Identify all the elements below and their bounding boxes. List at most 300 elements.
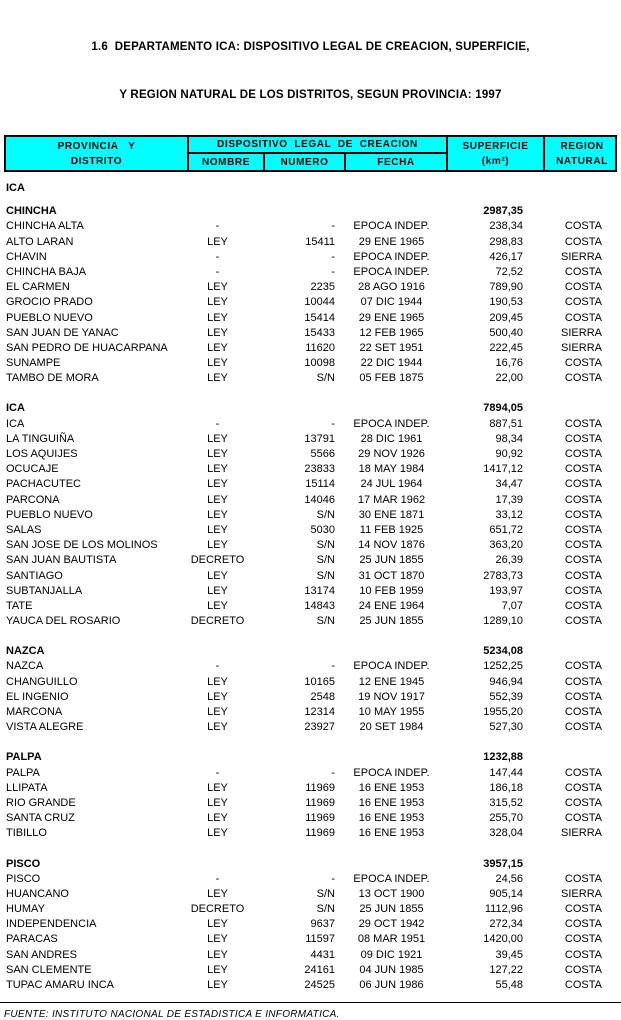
empty-cell — [263, 750, 344, 765]
column-header-region-natural — [543, 137, 619, 170]
region-natural-value: COSTA — [564, 872, 602, 885]
dispositivo-numero: 13791 — [304, 432, 335, 445]
empty-cell — [263, 204, 344, 219]
dispositivo-numero: 11969 — [305, 812, 335, 825]
dispositivo-fecha: 20 SET 1984 — [359, 721, 424, 734]
table-row — [4, 675, 617, 690]
table-row — [4, 659, 617, 674]
dispositivo-numero: 24161 — [304, 963, 335, 976]
header-superficie-unit: (km²) — [481, 155, 510, 167]
superficie-value: 17,39 — [495, 493, 523, 506]
superficie-value: 1420,00 — [483, 933, 523, 946]
dispositivo-numero: 10165 — [304, 675, 335, 688]
dispositivo-fecha: 30 ENE 1871 — [358, 508, 425, 521]
dispositivo-nombre: - — [215, 220, 220, 233]
dispositivo-nombre: LEY — [207, 979, 228, 991]
superficie-value: 22,00 — [495, 372, 523, 385]
dispositivo-numero: 11969 — [305, 781, 335, 794]
dispositivo-nombre: DECRETO — [190, 615, 245, 628]
dispositivo-nombre: LEY — [207, 918, 228, 931]
district-name: EL INGENIO — [6, 690, 69, 703]
dispositivo-nombre: LEY — [207, 796, 228, 809]
dispositivo-nombre: - — [215, 265, 220, 278]
table-header — [4, 135, 617, 172]
dispositivo-fecha: 10 FEB 1959 — [359, 584, 424, 597]
dispositivo-fecha: 12 FEB 1965 — [359, 326, 424, 339]
superficie-value: 90,92 — [495, 448, 523, 460]
district-name: NAZCA — [6, 660, 44, 673]
dispositivo-fecha: 29 NOV 1926 — [358, 448, 425, 460]
dispositivo-fecha: EPOCA INDEP. — [353, 872, 430, 885]
dispositivo-numero: 11597 — [305, 933, 335, 946]
dispositivo-nombre: LEY — [207, 235, 228, 248]
district-name: CHINCHA BAJA — [6, 265, 87, 278]
superficie-value: 789,90 — [489, 281, 523, 294]
superficie-value: 1417,12 — [483, 463, 523, 476]
dispositivo-nombre: - — [215, 250, 220, 263]
table-row — [4, 826, 617, 841]
district-name: LOS AQUIJES — [6, 448, 78, 460]
superficie-value: 527,30 — [489, 721, 523, 734]
dispositivo-fecha: EPOCA INDEP. — [353, 766, 430, 779]
dispositivo-nombre: LEY — [207, 887, 228, 900]
region-natural-value: COSTA — [564, 281, 602, 294]
dispositivo-fecha: 05 FEB 1875 — [359, 372, 424, 385]
province-name: PALPA — [6, 751, 42, 764]
empty-cell — [187, 401, 263, 416]
dispositivo-fecha: EPOCA INDEP. — [353, 250, 430, 263]
dispositivo-fecha: 12 ENE 1945 — [358, 675, 425, 688]
district-name: PUEBLO NUEVO — [6, 311, 93, 324]
dispositivo-nombre: LEY — [207, 463, 228, 476]
region-natural-value: COSTA — [564, 493, 602, 506]
dispositivo-nombre: - — [215, 660, 220, 673]
table-row — [4, 705, 617, 720]
province-row — [4, 204, 617, 219]
dispositivo-numero: S/N — [316, 372, 335, 385]
dispositivo-numero: 15411 — [305, 235, 335, 248]
table-row — [4, 432, 617, 447]
superficie-value: 426,17 — [489, 250, 523, 263]
province-superficie: 3957,15 — [483, 857, 523, 870]
dispositivo-fecha: 25 JUN 1855 — [359, 554, 424, 567]
table-row — [4, 493, 617, 508]
dispositivo-nombre: LEY — [207, 706, 228, 718]
dispositivo-nombre: LEY — [207, 493, 228, 506]
dispositivo-fecha: 06 JUN 1986 — [359, 979, 424, 991]
region-natural-value: COSTA — [564, 554, 602, 567]
table-row — [4, 978, 617, 993]
empty-cell — [187, 644, 263, 659]
region-natural-value: COSTA — [564, 615, 602, 628]
province-superficie: 5234,08 — [483, 645, 523, 658]
dispositivo-numero: 23833 — [304, 463, 335, 476]
dispositivo-fecha: EPOCA INDEP. — [353, 660, 430, 673]
dispositivo-fecha: 22 DIC 1944 — [360, 357, 423, 370]
dispositivo-fecha: 14 NOV 1876 — [358, 539, 425, 552]
superficie-value: 33,12 — [495, 508, 523, 521]
dispositivo-fecha: 16 ENE 1953 — [358, 781, 425, 794]
dispositivo-fecha: 28 AGO 1916 — [358, 281, 425, 294]
empty-cell — [541, 181, 617, 196]
superficie-value: 72,52 — [495, 265, 523, 278]
dispositivo-numero: 10098 — [304, 357, 335, 370]
district-name: ALTO LARAN — [6, 235, 74, 248]
province-name: ICA — [6, 402, 25, 415]
table-row — [4, 599, 617, 614]
district-name: TAMBO DE MORA — [6, 372, 99, 385]
province-row — [4, 401, 617, 416]
district-name: TATE — [6, 599, 33, 612]
dispositivo-numero: - — [331, 417, 335, 430]
table-row — [4, 219, 617, 234]
dispositivo-nombre: LEY — [207, 523, 228, 536]
table-row — [4, 766, 617, 781]
empty-cell — [344, 857, 444, 872]
district-name: CHANGUILLO — [6, 675, 78, 688]
dispositivo-numero: - — [331, 265, 335, 278]
empty-cell — [541, 750, 617, 765]
superficie-value: 1252,25 — [483, 660, 523, 673]
district-name: HUANCANO — [6, 887, 69, 900]
province-row — [4, 644, 617, 659]
dispositivo-numero: S/N — [316, 615, 335, 628]
empty-cell — [541, 204, 617, 219]
page-title-line2: Y REGION NATURAL DE LOS DISTRITOS, SEGUN PROVINCIA: 1997 — [119, 89, 502, 101]
province-name: CHINCHA — [6, 205, 57, 218]
dispositivo-nombre: LEY — [207, 721, 228, 734]
empty-cell — [344, 644, 444, 659]
superficie-value: 500,40 — [489, 326, 523, 339]
empty-cell — [344, 181, 444, 196]
region-natural-value: COSTA — [564, 584, 602, 597]
district-name: LA TINGUIÑA — [6, 432, 75, 445]
table-row — [4, 523, 617, 538]
dispositivo-numero: S/N — [316, 903, 335, 916]
dispositivo-nombre: LEY — [207, 675, 228, 688]
table-row — [4, 326, 617, 341]
district-name: SAN ANDRES — [6, 948, 77, 961]
district-name: PARCONA — [6, 493, 60, 506]
dispositivo-nombre: LEY — [207, 357, 228, 370]
dispositivo-numero: 5030 — [310, 523, 335, 536]
page-title — [0, 7, 621, 119]
region-natural-value: COSTA — [564, 599, 602, 612]
region-natural-value: COSTA — [564, 690, 602, 703]
dispositivo-numero: - — [331, 766, 335, 779]
table-row — [4, 690, 617, 705]
dispositivo-nombre: LEY — [207, 508, 228, 521]
dispositivo-nombre: LEY — [207, 812, 228, 825]
district-name: SAN JUAN DE YANAC — [6, 326, 119, 339]
column-header-numero: NUMERO — [265, 154, 346, 170]
superficie-value: 887,51 — [489, 417, 523, 430]
district-name: SAN CLEMENTE — [6, 963, 92, 976]
province-superficie: 7894,05 — [483, 402, 523, 415]
superficie-value: 24,56 — [495, 872, 523, 885]
table-row — [4, 948, 617, 963]
table-row — [4, 553, 617, 568]
superficie-value: 127,22 — [489, 963, 523, 976]
dispositivo-fecha: 10 MAY 1955 — [358, 706, 425, 718]
header-provincia-line2: DISTRITO — [70, 155, 123, 167]
table-row — [4, 781, 617, 796]
column-header-nombre: NOMBRE — [189, 154, 265, 170]
region-natural-value: COSTA — [564, 220, 602, 233]
region-natural-value: COSTA — [564, 933, 602, 946]
header-superficie-line1: SUPERFICIE — [462, 140, 529, 152]
dispositivo-fecha: 13 OCT 1900 — [358, 887, 425, 900]
table-row — [4, 796, 617, 811]
empty-cell — [263, 857, 344, 872]
district-name: ICA — [6, 417, 25, 430]
region-natural-value: COSTA — [564, 523, 602, 536]
dispositivo-nombre: LEY — [207, 448, 228, 460]
superficie-value: 651,72 — [489, 523, 523, 536]
province-row — [4, 750, 617, 765]
table-row — [4, 356, 617, 371]
dispositivo-numero: 14046 — [304, 493, 335, 506]
dispositivo-fecha: 29 ENE 1965 — [358, 311, 425, 324]
region-natural-value: SIERRA — [561, 887, 602, 900]
superficie-value: 1289,10 — [483, 615, 523, 628]
footer-divider — [0, 1002, 621, 1003]
dispositivo-nombre: - — [215, 766, 220, 779]
superficie-value: 238,34 — [489, 220, 523, 233]
column-header-superficie — [446, 137, 543, 170]
table-row — [4, 477, 617, 492]
dispositivo-numero: - — [331, 660, 335, 673]
region-natural-value: COSTA — [564, 766, 602, 779]
superficie-value: 98,34 — [495, 432, 523, 445]
empty-cell — [344, 204, 444, 219]
table-row — [4, 341, 617, 356]
superficie-value: 552,39 — [489, 690, 523, 703]
table-row — [4, 538, 617, 553]
province-group — [4, 644, 617, 735]
province-group — [4, 857, 617, 994]
empty-cell — [444, 181, 541, 196]
region-natural-value: COSTA — [564, 903, 602, 916]
dispositivo-numero: - — [331, 872, 335, 885]
table-row — [4, 295, 617, 310]
dispositivo-numero: 2235 — [310, 281, 335, 294]
dispositivo-nombre: LEY — [207, 539, 228, 552]
dispositivo-numero: 10044 — [304, 296, 335, 309]
district-name: YAUCA DEL ROSARIO — [6, 615, 121, 628]
region-natural-value: COSTA — [564, 235, 602, 248]
table-row — [4, 371, 617, 386]
empty-cell — [187, 181, 263, 196]
empty-cell — [187, 204, 263, 219]
dispositivo-fecha: 16 ENE 1953 — [358, 796, 425, 809]
region-natural-value: COSTA — [564, 979, 602, 991]
region-natural-value: COSTA — [564, 311, 602, 324]
table-row — [4, 811, 617, 826]
region-natural-value: COSTA — [564, 660, 602, 673]
province-group — [4, 401, 617, 629]
region-natural-value: COSTA — [564, 372, 602, 385]
district-name: SAN JUAN BAUTISTA — [6, 554, 117, 567]
dispositivo-nombre: LEY — [207, 584, 228, 597]
dispositivo-fecha: 24 ENE 1964 — [358, 599, 425, 612]
dispositivo-fecha: EPOCA INDEP. — [353, 265, 430, 278]
dispositivo-fecha: 07 DIC 1944 — [360, 296, 423, 309]
dispositivo-nombre: LEY — [207, 827, 228, 840]
dispositivo-numero: 24525 — [304, 979, 335, 991]
table-row — [4, 569, 617, 584]
dispositivo-numero: 11969 — [305, 796, 335, 809]
dispositivo-nombre: LEY — [207, 781, 228, 794]
dispositivo-fecha: 25 JUN 1855 — [359, 615, 424, 628]
district-name: MARCONA — [6, 706, 63, 718]
dispositivo-numero: 13174 — [304, 584, 335, 597]
source-note: FUENTE: INSTITUTO NACIONAL DE ESTADISTICA E INFORMATICA. — [4, 1009, 340, 1020]
region-natural-value: COSTA — [564, 448, 602, 460]
dispositivo-numero: S/N — [316, 539, 335, 552]
district-name: OCUCAJE — [6, 463, 59, 476]
superficie-value: 363,20 — [489, 539, 523, 552]
dispositivo-numero: S/N — [316, 569, 335, 582]
province-group — [4, 750, 617, 841]
empty-cell — [263, 644, 344, 659]
dispositivo-numero: 15433 — [304, 326, 335, 339]
region-natural-value: SIERRA — [561, 827, 602, 840]
superficie-value: 16,76 — [495, 357, 523, 370]
table-row — [4, 235, 617, 250]
dispositivo-fecha: 09 DIC 1921 — [360, 948, 423, 961]
dispositivo-nombre: DECRETO — [190, 554, 245, 567]
dispositivo-numero: 23927 — [304, 721, 335, 734]
superficie-value: 2783,73 — [483, 569, 523, 582]
dispositivo-fecha: 22 SET 1951 — [359, 341, 424, 354]
region-natural-value: COSTA — [564, 812, 602, 825]
district-name: PUEBLO NUEVO — [6, 508, 93, 521]
dispositivo-fecha: 11 FEB 1925 — [359, 523, 424, 536]
dispositivo-nombre: LEY — [207, 599, 228, 612]
department-name: ICA — [6, 182, 25, 194]
dispositivo-nombre: LEY — [207, 432, 228, 445]
dispositivo-nombre: DECRETO — [190, 903, 245, 916]
district-name: TIBILLO — [6, 827, 47, 840]
dispositivo-nombre: LEY — [207, 948, 228, 961]
dispositivo-nombre: LEY — [207, 326, 228, 339]
table-row — [4, 265, 617, 280]
dispositivo-fecha: 29 OCT 1942 — [358, 918, 425, 931]
column-header-fecha: FECHA — [377, 156, 415, 168]
region-natural-value: COSTA — [564, 796, 602, 809]
province-group — [4, 204, 617, 386]
province-name: NAZCA — [6, 645, 45, 658]
dispositivo-numero: 2548 — [310, 690, 335, 703]
province-row — [4, 857, 617, 872]
dispositivo-numero: 11620 — [305, 341, 335, 354]
table-row — [4, 932, 617, 947]
district-name: PARACAS — [6, 933, 58, 946]
column-header-provincia-distrito — [6, 137, 189, 170]
superficie-value: 1955,20 — [483, 706, 523, 718]
dispositivo-fecha: 24 JUL 1964 — [360, 478, 423, 491]
table-row — [4, 917, 617, 932]
province-name: PISCO — [6, 857, 41, 870]
region-natural-value: COSTA — [564, 721, 602, 734]
superficie-value: 190,53 — [489, 296, 523, 309]
region-natural-value: SIERRA — [561, 326, 602, 339]
dispositivo-fecha: 16 ENE 1953 — [358, 827, 425, 840]
dispositivo-fecha: 08 MAR 1951 — [357, 933, 426, 946]
superficie-value: 209,45 — [489, 311, 523, 324]
superficie-value: 946,94 — [489, 675, 523, 688]
table-row — [4, 280, 617, 295]
dispositivo-numero: 14843 — [304, 599, 335, 612]
dispositivo-fecha: 28 DIC 1961 — [360, 432, 423, 445]
dispositivo-fecha: 04 JUN 1985 — [359, 963, 424, 976]
region-natural-value: COSTA — [564, 296, 602, 309]
dispositivo-fecha: 25 JUN 1855 — [359, 903, 424, 916]
district-name: RIO GRANDE — [6, 796, 76, 809]
dispositivo-fecha: 31 OCT 1870 — [358, 569, 425, 582]
superficie-value: 905,14 — [489, 887, 523, 900]
dispositivo-numero: 12314 — [304, 706, 335, 718]
district-name: CHAVIN — [6, 250, 47, 263]
empty-cell — [263, 181, 344, 196]
table-row — [4, 963, 617, 978]
superficie-value: 315,52 — [489, 796, 523, 809]
table-row — [4, 720, 617, 735]
region-natural-value: COSTA — [564, 417, 602, 430]
region-natural-value: COSTA — [564, 963, 602, 976]
table-row — [4, 887, 617, 902]
empty-cell — [541, 401, 617, 416]
dispositivo-nombre: LEY — [207, 569, 228, 582]
superficie-value: 39,45 — [495, 948, 523, 961]
header-provincia-line1: PROVINCIA Y — [57, 140, 136, 152]
district-name: SUBTANJALLA — [6, 584, 83, 597]
dispositivo-numero: S/N — [316, 508, 335, 521]
dispositivo-nombre: LEY — [207, 311, 228, 324]
table-row — [4, 462, 617, 477]
superficie-value: 147,44 — [489, 766, 523, 779]
region-natural-value: COSTA — [564, 508, 602, 521]
dispositivo-fecha: 17 MAR 1962 — [357, 493, 426, 506]
dispositivo-numero: 5566 — [310, 448, 335, 460]
region-natural-value: COSTA — [564, 539, 602, 552]
empty-cell — [263, 401, 344, 416]
region-natural-value: COSTA — [564, 706, 602, 718]
district-name: GROCIO PRADO — [6, 296, 93, 309]
superficie-value: 222,45 — [489, 341, 523, 354]
superficie-value: 255,70 — [489, 812, 523, 825]
region-natural-value: SIERRA — [561, 341, 602, 354]
dispositivo-nombre: LEY — [207, 478, 228, 491]
table-body — [4, 181, 617, 993]
header-region-line2: NATURAL — [556, 155, 608, 167]
dispositivo-numero: S/N — [316, 887, 335, 900]
empty-cell — [344, 750, 444, 765]
superficie-value: 1112,96 — [484, 903, 523, 916]
superficie-value: 298,83 — [489, 235, 523, 248]
dispositivo-numero: 9637 — [310, 918, 335, 931]
empty-cell — [344, 401, 444, 416]
district-name: LLIPATA — [6, 781, 48, 794]
dispositivo-nombre: LEY — [207, 933, 228, 946]
empty-cell — [541, 857, 617, 872]
empty-cell — [187, 750, 263, 765]
dispositivo-fecha: 16 ENE 1953 — [358, 812, 425, 825]
region-natural-value: SIERRA — [561, 250, 602, 263]
table-row — [4, 311, 617, 326]
region-natural-value: COSTA — [564, 478, 602, 491]
